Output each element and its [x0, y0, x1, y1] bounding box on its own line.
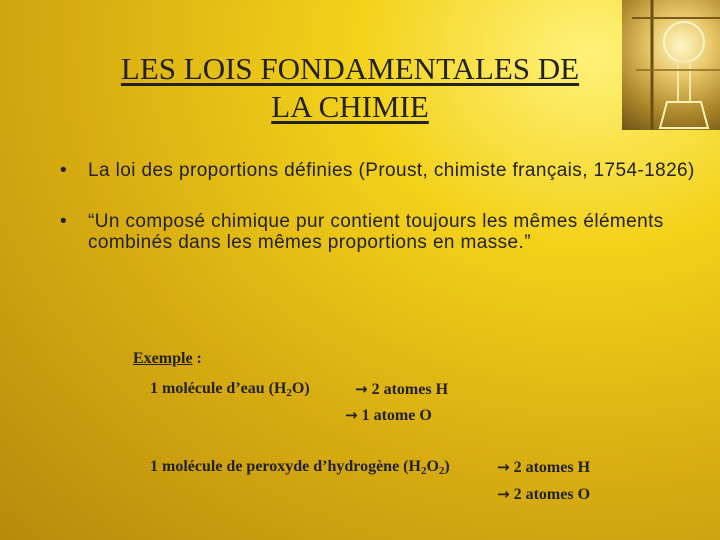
bullet-item-definition: [58, 211, 698, 253]
right-arrow-icon: →: [497, 458, 510, 476]
water-result-o: → 1 atome O: [345, 406, 432, 424]
peroxide-result-o: → 2 atomes O: [497, 485, 591, 503]
water-formula: 1 molécule d’eau $(H_2O)$: [150, 380, 310, 399]
example-heading: [133, 350, 202, 368]
right-arrow-icon: →: [355, 380, 368, 398]
right-arrow-icon: →: [497, 485, 510, 503]
slide-title: [40, 50, 660, 126]
right-arrow-icon: →: [345, 406, 358, 424]
peroxide-formula: 1 molécule de peroxyde d’hydrogène $(H_2O_2)$: [150, 458, 450, 477]
example-colon: :: [192, 350, 202, 367]
water-result-h: → 2 atomes H: [355, 380, 449, 398]
bullet-icon: •: [60, 211, 68, 232]
bullet-list: [58, 160, 698, 283]
bullet-text: “Un composé chimique pur contient toujours les mêmes éléments combinés dans les mêmes proportions en masse.”: [88, 211, 664, 253]
example-label: Exemple: [133, 350, 193, 367]
peroxide-result-h: → 2 atomes H: [497, 458, 591, 476]
bullet-text: La loi des proportions définies (Proust, chimiste français, 1754-1826): [88, 160, 695, 181]
title-line-2: LA CHIMIE: [271, 89, 429, 124]
bullet-item-proust-law: [58, 160, 698, 181]
title-line-1: LES LOIS FONDAMENTALES DE: [120, 51, 580, 86]
bullet-icon: •: [60, 160, 68, 181]
